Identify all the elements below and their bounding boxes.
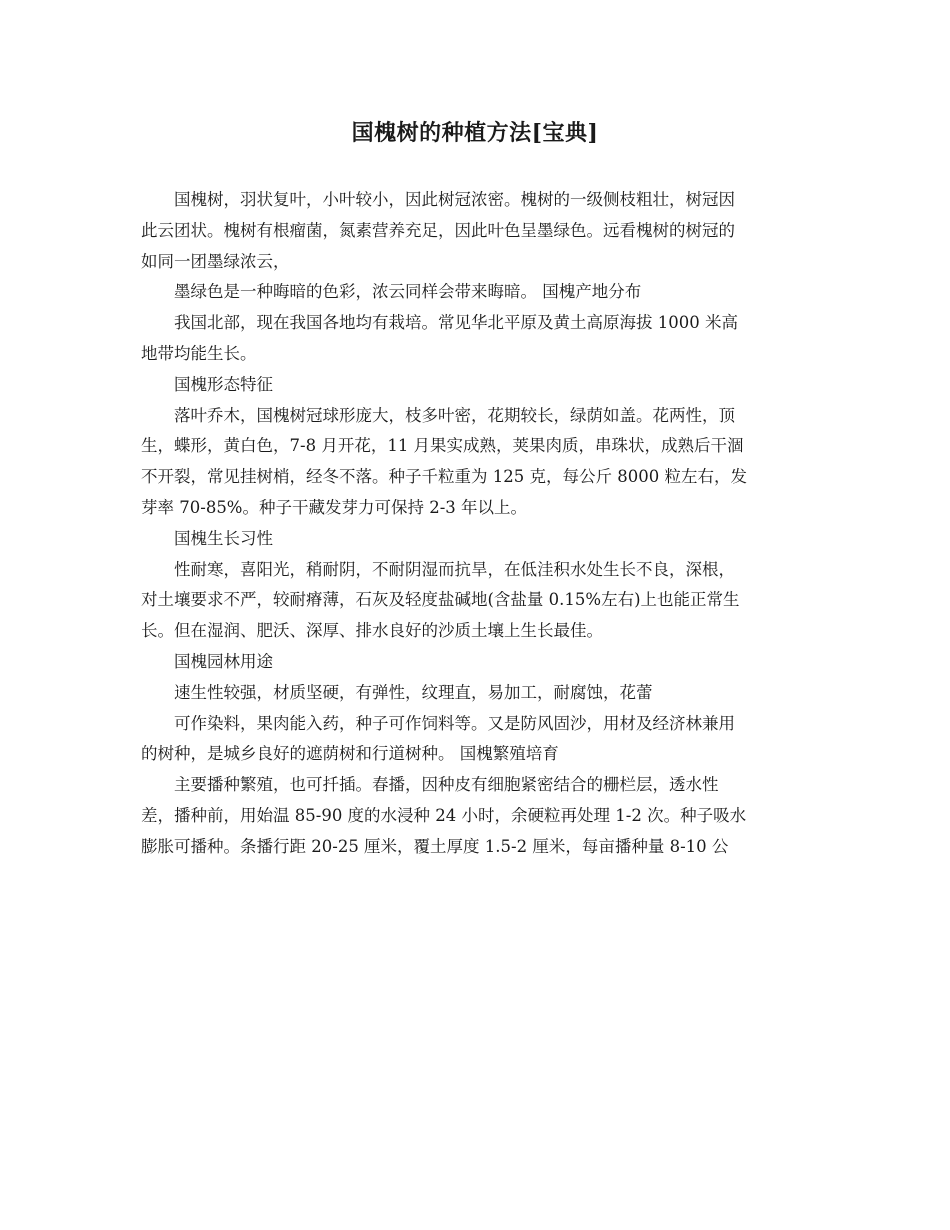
paragraph xyxy=(141,277,811,308)
paragraph-line: 地带均能生长。 xyxy=(141,343,257,363)
paragraph-line: 国槐生长习性 xyxy=(174,528,273,548)
paragraph-line: 如同一团墨绿浓云， xyxy=(141,251,290,271)
paragraph-line: 芽率 70-85%。种子干藏发芽力可保持 2-3 年以上。 xyxy=(141,497,528,517)
paragraph-line: 长。但在湿润、肥沃、深厚、排水良好的沙质土壤上生长最佳。 xyxy=(141,621,603,641)
paragraph-line: 墨绿色是一种晦暗的色彩，浓云同样会带来晦暗。 国槐产地分布 xyxy=(174,282,642,302)
paragraph-line: 我国北部，现在我国各地均有栽培。常见华北平原及黄土高原海拔 1000 米高 xyxy=(174,313,738,333)
paragraph xyxy=(141,678,811,709)
paragraph-line: 差，播种前，用始温 85-90 度的水浸种 24 小时，余硬粒再处理 1-2 次。种子吸水 xyxy=(141,805,747,825)
document-title: 国槐树的种植方法[宝典] xyxy=(351,120,599,146)
paragraph xyxy=(141,770,811,862)
paragraph-line: 的树种，是城乡良好的遮荫树和行道树种。 国槐繁殖培育 xyxy=(141,744,559,764)
paragraph xyxy=(141,308,811,370)
paragraph-line: 速生性较强，材质坚硬，有弹性，纹理直，易加工，耐腐蚀，花蕾 xyxy=(174,682,653,702)
paragraph-line: 可作染料，果肉能入药，种子可作饲料等。又是防风固沙，用材及经济林兼用 xyxy=(174,713,735,733)
paragraph-line: 国槐树，羽状复叶，小叶较小，因此树冠浓密。槐树的一级侧枝粗壮，树冠因 xyxy=(174,190,735,209)
paragraph xyxy=(141,524,811,555)
paragraph-line: 此云团状。槐树有根瘤菌，氮素营养充足，因此叶色呈墨绿色。远看槐树的树冠的 xyxy=(141,220,735,240)
paragraph-line: 性耐寒，喜阳光，稍耐阴，不耐阴湿而抗旱，在低洼积水处生长不良，深根， xyxy=(174,559,735,579)
paragraph xyxy=(141,185,811,277)
paragraph xyxy=(141,555,811,647)
paragraph-line: 落叶乔木，国槐树冠球形庞大，枝多叶密，花期较长，绿荫如盖。花两性，顶 xyxy=(174,405,735,425)
paragraph-line: 国槐园林用途 xyxy=(174,651,273,671)
paragraph-line: 不开裂，常见挂树梢，经冬不落。种子千粒重为 125 克，每公斤 8000 粒左右，发 xyxy=(141,467,747,487)
paragraph-line: 生，蝶形，黄白色，7-8 月开花，11 月果实成熟，荚果肉质，串珠状，成熟后干涸 xyxy=(141,436,744,456)
paragraph-line: 国槐形态特征 xyxy=(174,374,273,394)
paragraph-line: 膨胀可播种。条播行距 20-25 厘米，覆土厚度 1.5-2 厘米，每亩播种量 8-10 公 xyxy=(141,836,729,856)
document-body xyxy=(141,185,811,863)
paragraph xyxy=(141,709,811,771)
paragraph-line: 主要播种繁殖，也可扦插。春播，因种皮有细胞紧密结合的栅栏层，透水性 xyxy=(174,775,719,795)
paragraph xyxy=(141,370,811,401)
paragraph-line: 对土壤要求不严，较耐瘠薄，石灰及轻度盐碱地(含盐量 0.15%左右)上也能正常生 xyxy=(141,590,740,610)
paragraph xyxy=(141,401,811,524)
paragraph xyxy=(141,647,811,678)
